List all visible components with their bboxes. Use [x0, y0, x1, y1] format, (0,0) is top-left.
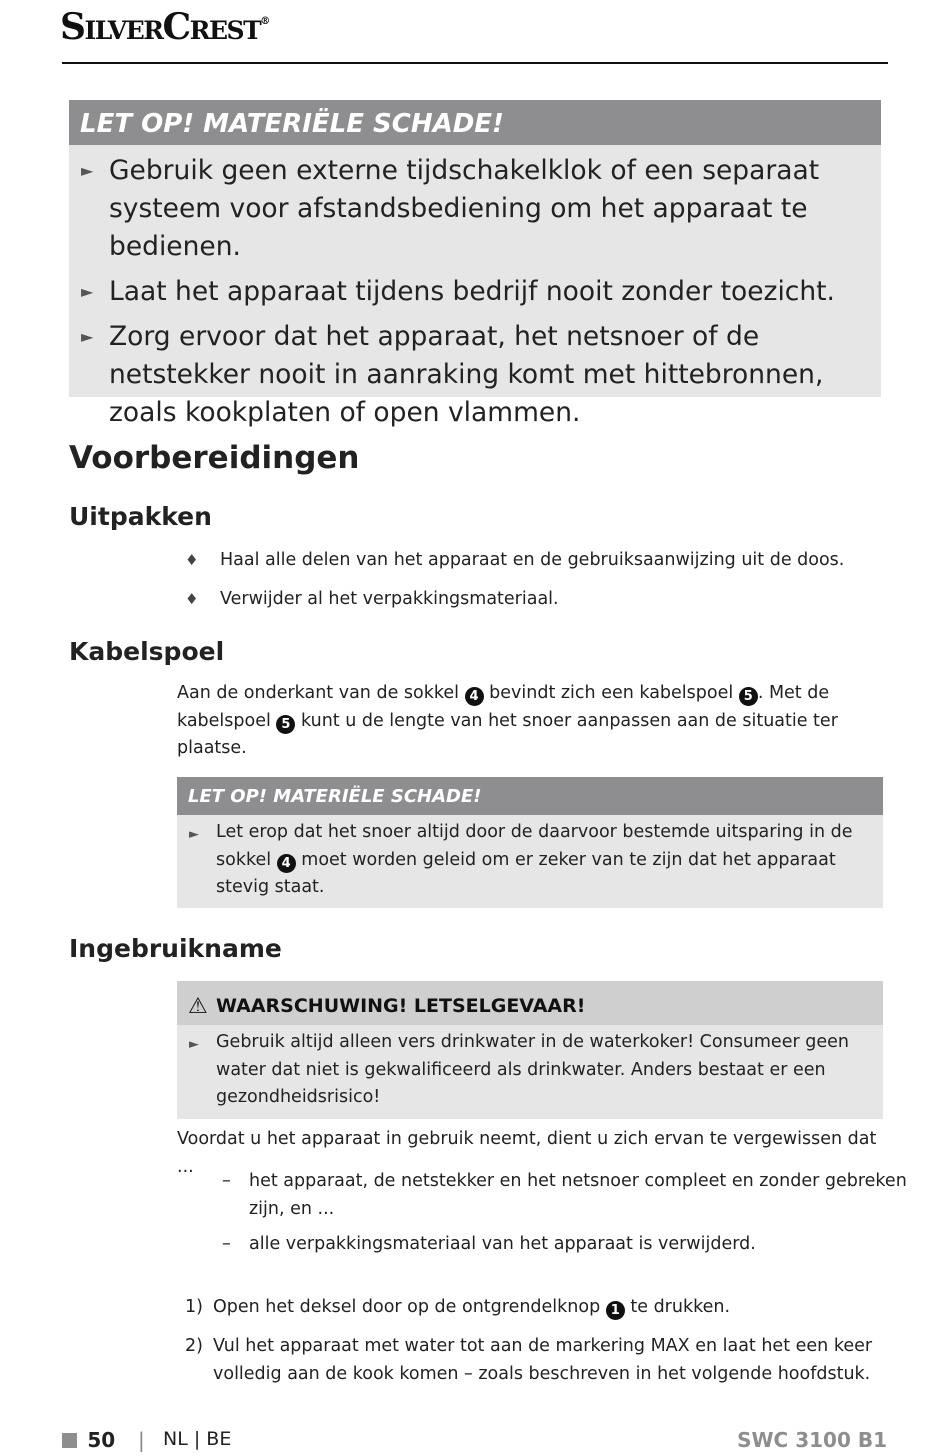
notice-item: ► Let erop dat het snoer altijd door de daarvoor bestemde uitsparing in de sokkel 4 moet worden geleid om er zeker van te zijn dat het apparaat stevig staat.	[189, 822, 853, 897]
step-number: 1)	[185, 1297, 203, 1317]
warning-triangle-icon: ⚠	[188, 994, 208, 1019]
diamond-bullet-icon: ♦	[185, 551, 199, 569]
notice-material-damage-1	[69, 100, 881, 428]
reference-number-badge: 1	[606, 1301, 625, 1320]
warning-item: ► Gebruik altijd alleen vers drinkwater in de waterkoker! Consumeer geen water dat niet is gekwalificeerd als drinkwater. Anders bestaat er een gezondheidsrisico!	[189, 1032, 849, 1107]
step-1: 1) Open het deksel door op de ontgrendelknop 1 te drukken.	[185, 1294, 913, 1322]
dash-bullet: –	[222, 1171, 231, 1191]
check-item: – het apparaat, de netstekker en het netsnoer compleet en zonder gebreken zijn, en ...	[222, 1168, 909, 1223]
arrow-icon: ►	[81, 282, 94, 301]
arrow-icon: ►	[189, 827, 199, 842]
list-item: ♦ Verwijder al het verpakkingsmateriaal.	[185, 589, 559, 609]
header-rule	[62, 62, 888, 64]
brand-logo	[60, 6, 270, 48]
notice-item: ► Gebruik geen externe tijdschakelklok of een separaat systeem voor afstandsbediening om het apparaat te bedienen.	[69, 152, 881, 266]
reference-number-badge: 4	[465, 687, 484, 706]
arrow-icon: ►	[81, 327, 94, 346]
diamond-bullet-icon: ♦	[185, 590, 199, 608]
section-title: Voorbereidingen	[69, 440, 360, 476]
footer-model: SWC 3100 B1	[737, 1428, 887, 1452]
check-item: – alle verpakkingsmateriaal van het apparaat is verwijderd.	[222, 1231, 909, 1259]
reference-number-badge: 5	[276, 715, 295, 734]
footer-divider: |	[138, 1428, 145, 1452]
warning-injury	[177, 981, 883, 1119]
notice-item: ► Laat het apparaat tijdens bedrijf nooit zonder toezicht.	[69, 273, 881, 311]
reference-number-badge: 4	[277, 854, 296, 873]
kabelspoel-paragraph: Aan de onderkant van de sokkel 4 bevindt zich een kabelspoel 5 . Met de kabelspoel 5 kunt u de lengte van het snoer aanpassen aan de situatie ter plaatse.	[177, 683, 838, 758]
registered-mark: ®	[260, 16, 271, 27]
footer-language: NL | BE	[163, 1428, 232, 1450]
arrow-icon: ►	[189, 1037, 199, 1052]
notice-title: LET OP! MATERIËLE SCHADE!	[177, 777, 883, 815]
intro-text: Voordat u het apparaat in gebruik neemt, dient u zich ervan te vergewissen dat ...	[177, 1129, 877, 1177]
notice-item: ► Zorg ervoor dat het apparaat, het netsnoer of de netstekker nooit in aanraking komt met hittebronnen, zoals kookplaten of open vlammen.	[69, 318, 881, 432]
reference-number-badge: 5	[739, 687, 758, 706]
arrow-icon: ►	[81, 161, 94, 180]
warning-title: ⚠ WAARSCHUWING! LETSELGEVAAR!	[177, 981, 883, 1025]
heading-uitpakken: Uitpakken	[69, 502, 212, 531]
page-number: 50	[62, 1428, 115, 1452]
notice-title: LET OP! MATERIËLE SCHADE!	[69, 100, 881, 145]
dash-bullet: –	[222, 1234, 231, 1254]
heading-kabelspoel: Kabelspoel	[69, 637, 225, 666]
heading-ingebruikname: Ingebruikname	[69, 934, 282, 963]
brand-name: SilverCrest	[60, 6, 261, 48]
step-number: 2)	[185, 1336, 203, 1356]
notice-material-damage-2	[177, 777, 883, 908]
page-square-icon	[62, 1433, 77, 1448]
list-item: ♦ Haal alle delen van het apparaat en de gebruiksaanwijzing uit de doos.	[185, 550, 845, 570]
step-2: 2) Vul het apparaat met water tot aan de markering MAX en laat het een keer volledig aan de kook komen – zoals beschreven in het volgende hoofdstuk.	[185, 1333, 913, 1388]
